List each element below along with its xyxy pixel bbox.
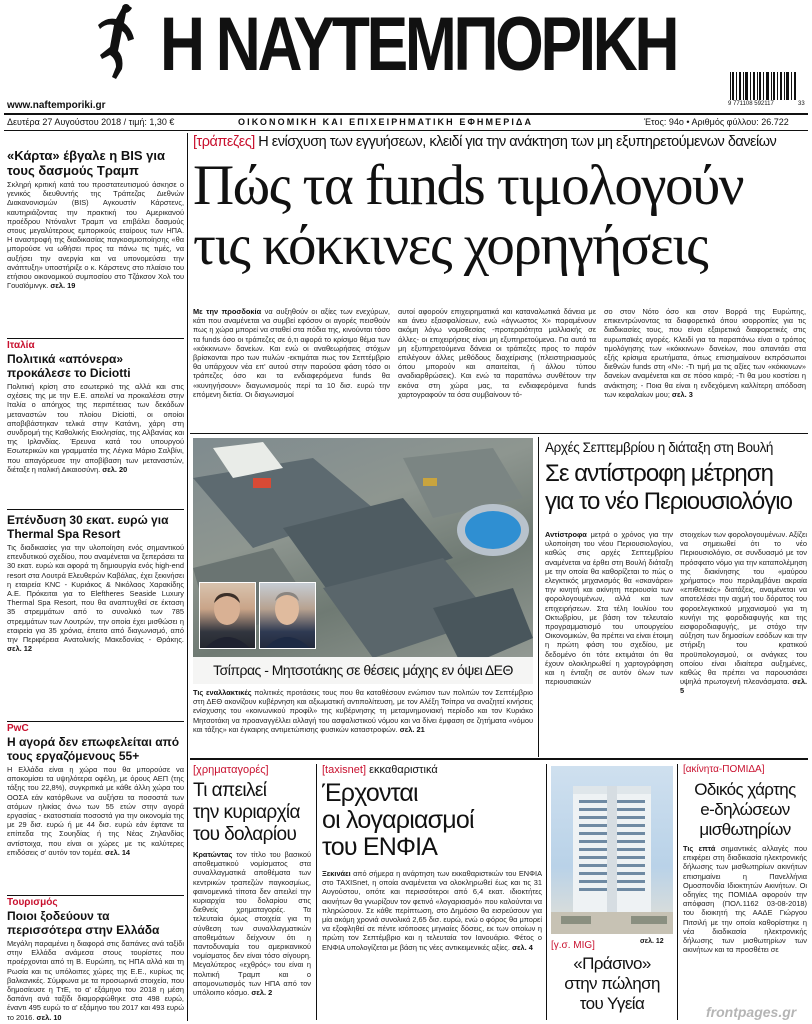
lead-col-1: Με την προσδοκία να αυξηθούν οι αξίες των ενεχύρων, κάτι που αναμένεται να συμβεί εφόσον οι αγορές πεισθούν πως η χώρα μπορεί να σταθεί στα πόδια της, κινούνται τόσο τα funds όσο οι τράπεζες σε ό,τι αφορά το κρίσιμο θέμα των «κόκκινων» δανείων. Και ενώ οι αναθεωρήσεις στόχων βρίσκονται προ των πυλών -εκτιμάται πως τον Σεπτέμβριο θα υπάρχουν νέα επ' αυτού στην παρούσα φάση τόσο οι τράπεζες όσο και τα ενδιαφερόμενα funds θα «κυνηγήσουν» διαγωνισμούς περί τα 10 δισ. ευρώ την επόμενη διετία. Οι διαγωνισμοί <box>193 307 390 399</box>
lead-col-2: αυτοί αφορούν επιχειρηματικά και καταναλωτικά δάνεια με και άνευ εξασφαλίσεων, ενώ «άγνωστος Χ» παραμένουν ακόμη λόγω νομοθεσίας -προτεραιότητα μαλλιακής σε άλλες- οι επιχειρήσεις είναι μη εξυπηρετούμενα. Για αυτά τα μη εξυπηρετούμενα δάνεια οι τράπεζες προς το παρόν επιλέγουν άλλες μεθόδους διαχείρισης (πλειστηριασμούς όπου μπορούν και απαιτείται, ή άλλου τύπου αναδιαρθρώσεις). Και ενώ τα παραπάνω συνθέτουν την εικόνα στη χώρα μας, τα ενδιαφερόμενα funds χαρτογραφούν τα όσα συμβαίνουν τό- <box>398 307 596 399</box>
brief-tourism <box>7 896 184 1021</box>
leases-headline: Οδικός χάρτης e-δηλώσεων μισθωτηρίων <box>694 780 796 839</box>
hygeia-headline: «Πράσινο» στην πώληση του Υγεία <box>564 954 660 1013</box>
dollar-story <box>193 764 311 1020</box>
website-url: www.naftemporiki.gr <box>7 100 106 111</box>
enfia-story <box>322 764 542 1020</box>
hotel-photo <box>551 766 673 934</box>
leases-story <box>683 764 807 1020</box>
brief-headline: Πολιτικά «απόνερα» προκάλεσε το Diciotti <box>7 352 131 380</box>
brief-category: Τουρισμός <box>7 897 58 908</box>
tsipras-photo <box>199 582 256 649</box>
brief-category: Ιταλία <box>7 340 35 351</box>
dollar-category: [χρηματαγορές] <box>193 764 269 776</box>
photo-text: Τις εναλλακτικές πολιτικές προτάσεις τους που θα καταθέσουν ενώπιον των πολιτών τον Σεπτέμβριο στη ΔΕΘ ακονίζουν κυβέρνηση και αξιωματική αντιπολίτευση, με τον Αλέξη Τσίπρα να αναζητεί κινήσεις ενίσχυσης του «κοινωνικού προφίλ» της κυβέρνησης τη μεταμνημονιακή περίοδο και τον Κυριάκο Μητσοτάκη να προαναγγέλλει αλλαγή του ασφαλιστικού νόμου και να δίνει έμφαση σε ζητήματα «νόμου και τάξης» και έγκαιρης αντιμετώπισης φυσικών καταστροφών. σελ. 21 <box>193 688 533 734</box>
hotel-page: σελ. 12 <box>640 938 664 945</box>
barcode-number: 9 771108 592117 <box>728 101 774 107</box>
masthead-title: Η ΝΑΥΤΕΜΠΟΡΙΚΗ <box>160 2 677 87</box>
photo-caption: Τσίπρας - Μητσοτάκης σε θέσεις μάχης εν όψει ΔΕΘ <box>193 657 533 684</box>
brief-category: PwC <box>7 723 29 734</box>
hermes-logo <box>92 2 150 94</box>
barcode-issue: 33 <box>798 101 805 107</box>
date-price: Δευτέρα 27 Αυγούστου 2018 / τιμή: 1,30 € <box>7 117 175 127</box>
brief-bis <box>7 133 184 338</box>
leases-body: Τις επτά σημαντικές αλλαγές που επιφέρει στη διαδικασία ηλεκτρονικής δήλωσης των μισθωτηρίων ακινήτων επισημαίνει η Πανελλήνια Ομοσπονδία Ιδιοκτητών Ακινήτων. Οι οδηγίες της ΠΟΜΙΔΑ αφορούν την απόφαση (ΠΟΛ.1162 03-08-2018) του διοικητή της ΑΑΔΕ Γιώργου Πιτσιλή με την οποία καθορίστηκε η νέα διαδικασία ηλεκτρονικής δήλωσης των μισθωτηρίων των ακινήτων και τα προσθέτει σε <box>683 844 807 955</box>
left-column <box>7 133 184 1021</box>
dollar-headline: Τι απειλεί την κυριαρχία του δολαρίου <box>193 780 300 845</box>
tagline: ΟΙΚΟΝΟΜΙΚΗ ΚΑΙ ΕΠΙΧΕΙΡΗΜΑΤΙΚΗ ΕΦΗΜΕΡΙΔΑ <box>238 117 534 127</box>
brief-body: Η Ελλάδα είναι η χώρα που θα μπορούσε να αποκομίσει τα υψηλότερα οφέλη, με όρους ΑΕΠ (της τάξης του 22,8%), συγκριτικά με κάθε άλλη χώρα του ΟΟΣΑ εάν κατόρθωνε να αυξήσει τα ποσοστά των ατόμων ηλικίας άνω των 55 ετών στην αγορά εργασίας - εκατοστιαία ποσοστά για την οικονομία της με 29 δισ. ευρώ ή με 44 δισ. ευρώ εάν έφτανε τα επίπεδα της Σουηδίας ή της Νέας Ζηλανδίας αντίστοιχα, που είναι οι χώρες με τις καλύτερες επιδόσεις σ' αυτόν τον τομέα. σελ. 14 <box>7 765 184 857</box>
brief-body: Πολιτική κρίση στο εσωτερικό της αλλά και στις σχέσεις της με την Ε.Ε. απειλεί να προκαλέσει στην Ιταλία ο απόηχος της περιπέτειας των δεκάδων μεταναστών του πλοίου Diciotti, οι οποίοι αποβιβάστηκαν τελικά στην Κατάνη, χάρη στη συνδρομή της Καθολικής Εκκλησίας, της Αλβανίας και της Ιρλανδίας. Έρευνα κατά του υπουργού Εσωτερικών και γραμματέα της Λέγκα Μάριο Σαλβίνι, που απαγόρευσε την αποβίβαση των μεταναστών, διέταξε η ιταλική Δικαιοσύνη. σελ. 20 <box>7 382 184 474</box>
brief-body: Τις διαδικασίες για την υλοποίηση ενός σημαντικού επενδυτικού σχεδίου, που αναμένεται να ξεπεράσει τα 30 εκατ. ευρώ και αφορά τη δημιουργία ενός high-end resort στα Λουτρά Ελευθερών Καβάλας, έχει ξεκινήσει η εταιρεία KNC - Κυριάκος & Νικόλαος Χαρακίδης Α.Ε. Πρόκειται για το Eleftheres Seaside Luxury Thermal Spa Resort, που θα αναπτυχθεί σε έκταση 35 στρεμμάτων από το συνολικό των 785 στρεμμάτων των Λουτρών, την οποία έχει μισθώσει η εταιρεία για 35 χρόνια, έπειτα από διαγωνισμό, από την Περιφέρεια Ανατολικής Μακεδονίας - Θράκης. σελ. 12 <box>7 543 184 654</box>
brief-headline: «Κάρτα» έβγαλε η BIS για τους δασμούς Τραμπ <box>7 148 165 178</box>
brief-headline: Η αγορά δεν επωφελείται από τους εργαζόμενους 55+ <box>7 735 180 763</box>
mitsotakis-photo <box>259 582 316 649</box>
dollar-body: Κρατώντας τον τίτλο του βασικού αποθεματικού νομίσματος στα συναλλαγματικά αποθέματα των κεντρικών τραπεζών παγκοσμίως, φαινομενικά τίποτα δεν απειλεί την κυριαρχία του δολαρίου στις διεθνείς χρηματαγορές. Τα τελευταία όμως στοιχεία για τη σύνθεση των συναλλαγματικών αποθεμάτων δείχνουν ότι η παντοδυναμία του αμερικανικού νομίσματος δεν είναι τόσο σίγουρη. Μεγαλύτερος «εχθρός» του είναι η πολιτική Τραμπ και ο απομονωτισμός των ΗΠΑ από τον υπόλοιπο κόσμο. σελ. 2 <box>193 850 311 998</box>
brief-body: Σκληρή κριτική κατά του προστατευτισμού άσκησε ο γενικός διευθυντής της Τράπεζας Διεθνών Διακανονισμών (BIS) Αγκουστίν Κάρστενς, καυτηριάζοντας την πρακτική του Αμερικανού προέδρου Ντόναλντ Τραμπ να επιβάλει δασμούς στους μεγαλύτερους εμπορικούς εταίρους των ΗΠΑ. Η αναστροφή της διαδικασίας παγκοσμιοποίησης «θα μπορούσε να ωθήσει προς τα πάνω τις τιμές, να αυξήσει την ανεργία και να υπονομεύσει την ανάπτυξη» υποστήριξε ο κ. Κάρστενς στο πλαίσιο του ετήσιου οικονομικού συμποσίου στο Τζάκσον Χολ του Γουαϊόμινγκ. σελ. 19 <box>7 180 184 291</box>
lead-kicker: [τράπεζες] Η ενίσχυση των εγγυήσεων, κλειδί για την ανάκτηση των μη εξυπηρετούμενων δανείων <box>193 134 777 150</box>
brief-pwc <box>7 722 184 895</box>
leases-category: [ακίνητα-ΠΟΜΙΔΑ] <box>683 764 765 775</box>
brief-headline: Επένδυση 30 εκατ. ευρώ για Thermal Spa Resort <box>7 513 169 541</box>
issue-number: Έτος: 94ο • Αριθμός φύλλου: 26.722 <box>644 117 789 127</box>
lead-col-3: σο στον Νότο όσο και στον Βορρά της Ευρώπης, επικεντρώνοντας τα διαφορετικά όπου ισορροπίες για τις διαδικασίες τους, που είναι εξαιρετικά διαφορετικές στις ευρωπαϊκές αγορές. Κλειδί για τα παραπάνω είναι ο τρόπος τιμολόγησης των «κόκκινων» δανείων, που απαντάει στα εξής κρίσιμα ερωτήματα, όπως επισημαίνουν εκπρόσωποι διεθνών funds στη «Ν»: -Τι τιμή μα τις αξίες των «κόκκινων» δανείων αναμένεται και σε πόσο καιρό; -Τι θα μου κοστίσει η ανάκτηση; - Ποια θα είναι η ενδεχόμενη καλλίτερη απόδοση των κεφαλαίων μου; σελ. 3 <box>604 307 806 399</box>
watermark: frontpages.gr <box>706 1004 797 1020</box>
barcode <box>728 72 804 112</box>
budget-col-2: στοιχείων των φορολογουμένων. Αξίζει να σημειωθεί ότι το νέο Περιουσιολόγιο, σε συνδυασμό με τον πρόσφατο νόμο για την καταπολέμηση της διακίνησης του «μαύρου χρήματος» που περιλαμβάνει ακραία «επιθετικές» διατάξεις, αναμένεται να αποτελέσει την αιχμή του δόρατος του φοροελεγκτικού μηχανισμού για τη κυνήγι της φοροδιαφυγής και της εισφοροδιαφυγής, με στόχο την αύξηση των δημοσίων εσόδων και την στήριξη του κρατικού προϋπολογισμού, οι ανάγκες του οποίου είναι ιδιαίτερα αυξημένες, καθώς θα πρέπει να παρουσιάσει υψηλά πρωτογενή πλεονάσματα. σελ. 5 <box>680 530 807 696</box>
brief-spa <box>7 510 184 721</box>
budget-kicker: Αρχές Σεπτεμβρίου η διάταξη στη Βουλή <box>545 440 774 455</box>
enfia-category: [taxisnet] εκκαθαριστικά <box>322 764 438 776</box>
hygeia-category: [γ.σ. MIG] <box>551 940 595 951</box>
enfia-headline: Έρχονται οι λογαριασμοί του ΕΝΦΙΑ <box>322 779 474 861</box>
brief-italy <box>7 339 184 509</box>
brief-headline: Ποιοι ξοδεύουν τα περισσότερα στην Ελλάδα <box>7 909 160 937</box>
deth-aerial-photo <box>193 438 533 684</box>
budget-headline: Σε αντίστροφη μέτρηση για το νέο Περιουσιολόγιο <box>545 460 792 515</box>
enfia-body: Ξεκινάει από σήμερα η ανάρτηση των εκκαθαριστικών του ΕΝΦΙΑ στο TAXISnet, η οποία αναμένεται να ολοκληρωθεί έως και τις 31 Αυγούστου, οπότε και περισσότεροι από 6,4 εκατ. ιδιοκτήτες ακινήτων θα γνωρίζουν τον φετινό «λογαριασμό» που καλούνται να πληρώσουν. Σε κάθε περίπτωση, στο Δημόσιο θα εισρεύσουν για μία ακόμη χρονιά συνολικά 2,65 δισ. ευρώ, ενώ ο φόρος θα μπορεί να εξοφληθεί σε πέντε ισόποσες μηνιαίες δόσεις, εκ των οποίων η πρώτη τον Σεπτέμβριο και η τελευταία τον Ιανουάριο. Φέτος ο ΕΝΦΙΑ υπολογίζεται με βάση τις νέες αντικειμενικές αξίες. σελ. 4 <box>322 869 542 952</box>
hygeia-story <box>551 936 673 1020</box>
lead-headline: Πώς τα funds τιμολογούν τις κόκκινες χορηγήσεις <box>193 154 744 277</box>
brief-body: Μεγάλη παραμένει η διαφορά στις δαπάνες ανά ταξίδι στην Ελλάδα ανάμεσα στους τουρίστες που προέρχονται από τη Β. Ευρώπη, τις ΗΠΑ αλλά και τη Ρωσία και τις υπόλοιπες χώρες της Ε.Ε., κυρίως τις βαλκανικές. Σύμφωνα με τα προσωρινά στοιχεία, που δημοσίευσε η ΤτΕ, το α' εξάμηνο του 2018 η μέση δαπάνη ανά ταξίδι διαμορφώθηκε στα 498 ευρώ, έναντι 495 ευρώ το α' εξάμηνο του 2017 και 493 ευρώ το 2016. σελ. 10 <box>7 939 184 1021</box>
budget-col-1: Αντίστροφα μετρά ο χρόνος για την υλοποίηση του νέου Περιουσιολογίου, καθώς στις αρχές Σεπτεμβρίου αναμένεται να έρθει στη Βουλή διάταξη με την οποία θα καθορίζεται το πώς ο ελεγκτικός μηχανισμός θα «σκανάρει» την κινητή και ακίνητη περιουσία των φορολογουμένων, αλλά και των επιχειρήσεων. Στα τέλη Ιουλίου του Οκτωβρίου, με βάση τον τελευταίο προγραμματισμό του υπουργείου Οικονομικών, θα πρέπει να είναι έτοιμη η πρώτη φάση του σχεδίου, με δεδομένο ότι τότε εκτιμάται ότι θα έχουν ολοκληρωθεί η χαρτογράφηση και η ένταξη σε αυτόν όλων των περιουσιακών <box>545 530 673 687</box>
